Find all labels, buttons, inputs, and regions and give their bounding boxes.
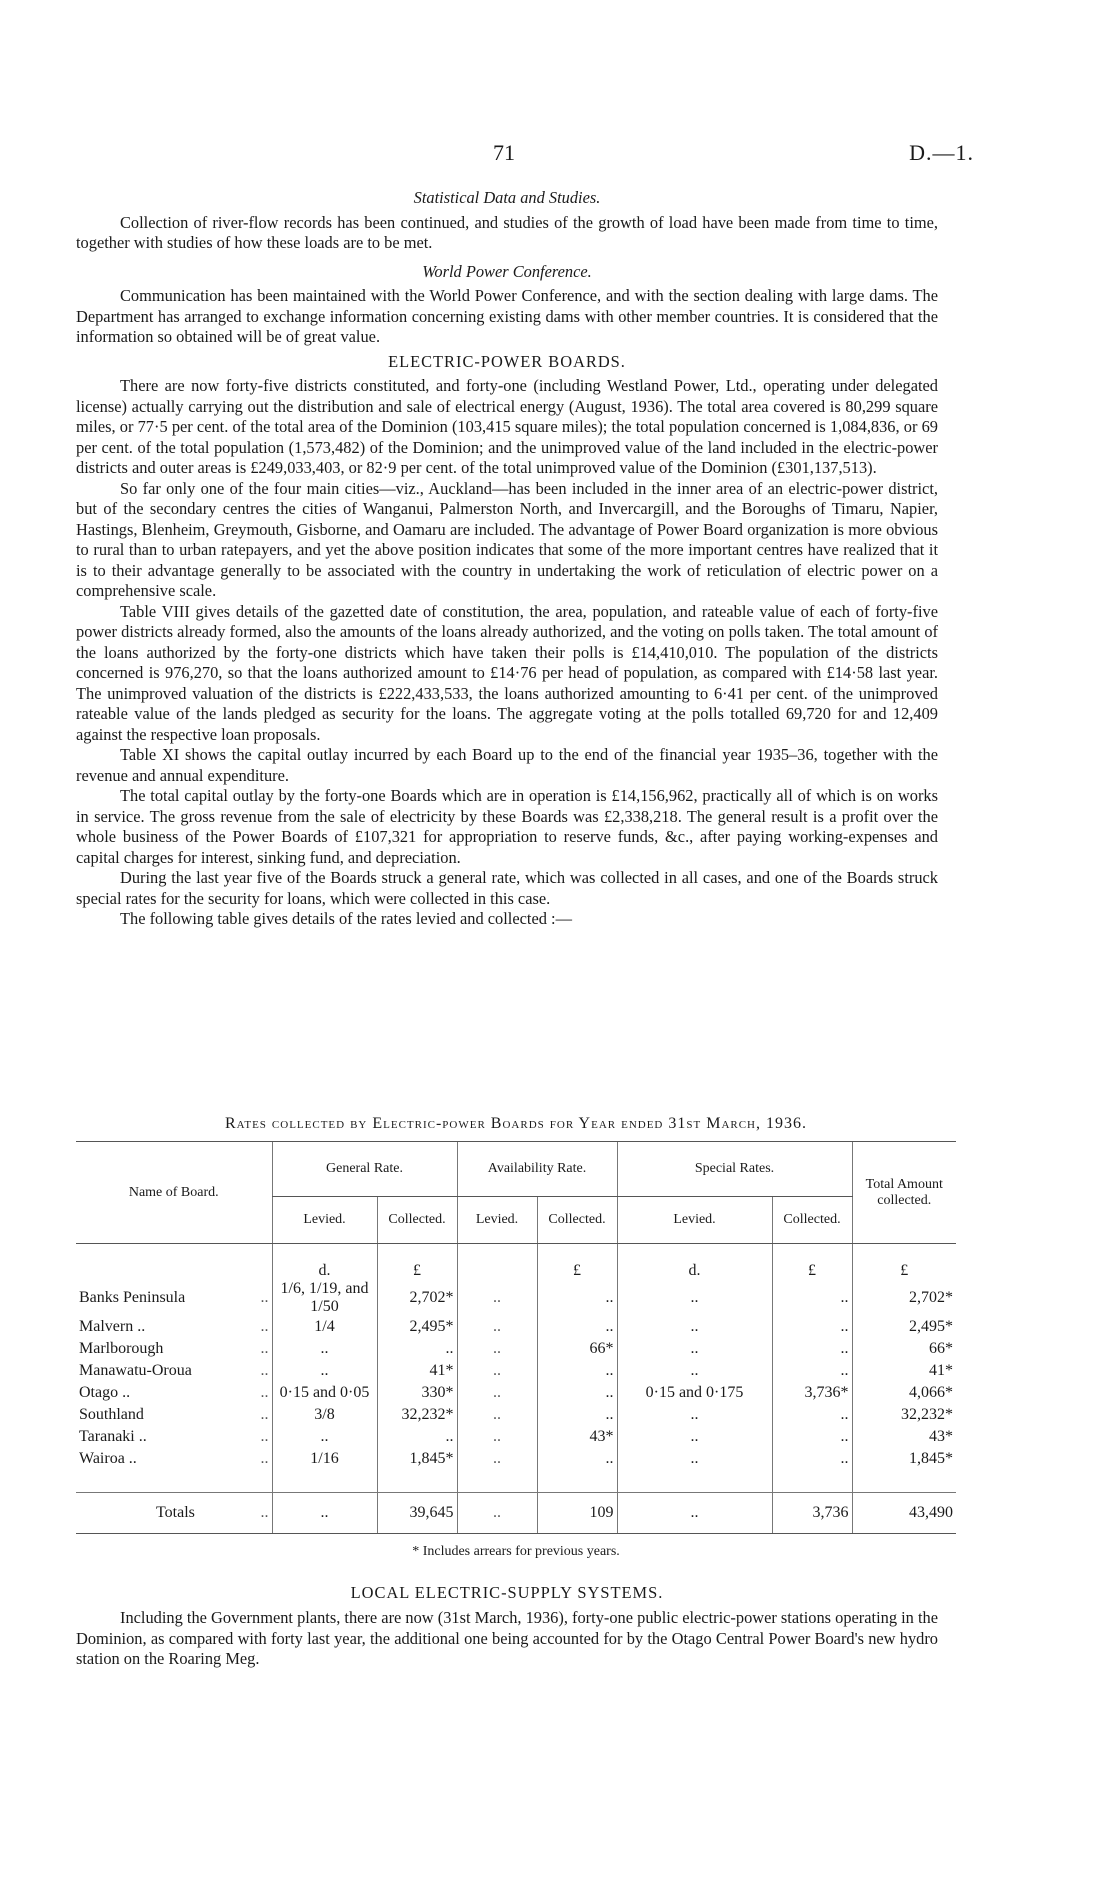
board-name: Otago ..	[79, 1384, 131, 1401]
availability-levied-cell: ..	[457, 1426, 537, 1448]
board-name-cell	[76, 1426, 272, 1448]
table-row	[76, 1382, 956, 1404]
general-collected-cell: 39,645	[377, 1493, 457, 1534]
table-row	[76, 1426, 956, 1448]
general-collected-cell: ..	[377, 1426, 457, 1448]
units-row	[76, 1244, 956, 1281]
special-collected-cell: ..	[772, 1338, 852, 1360]
header-collected: Collected.	[772, 1197, 852, 1244]
leader-dots: ..	[260, 1289, 269, 1306]
header-name-of-board: Name of Board.	[76, 1142, 272, 1244]
general-levied-cell: 1/4	[272, 1316, 377, 1338]
board-name-cell	[76, 1280, 272, 1316]
availability-collected-cell: ..	[537, 1404, 617, 1426]
special-levied-cell: 0·15 and 0·175	[617, 1382, 772, 1404]
local-supply-heading: LOCAL ELECTRIC-SUPPLY SYSTEMS.	[350, 1583, 664, 1602]
board-name-cell	[76, 1404, 272, 1426]
totals-label-cell	[76, 1493, 272, 1534]
leader-dots: ..	[260, 1362, 269, 1379]
world-power-paragraph: Communication has been maintained with the World Power Conference, and with the section dealing with large dams. The Department has arranged to exchange information concerning existing dams with other member countries. It is considered that the information so obtained will be of great value.	[76, 286, 938, 346]
board-name: Marlborough	[79, 1340, 164, 1357]
availability-collected-cell: 43*	[537, 1426, 617, 1448]
special-levied-cell: ..	[617, 1338, 772, 1360]
availability-collected-cell: ..	[537, 1360, 617, 1382]
table-footnote: * Includes arrears for previous years.	[412, 1544, 620, 1559]
statistical-heading: Statistical Data and Studies.	[413, 188, 601, 207]
statistical-paragraph: Collection of river-flow records has been continued, and studies of the growth of load have been made from time to time, together with studies of how these loads are to be met.	[76, 212, 938, 252]
table-row	[76, 1280, 956, 1316]
general-levied-cell: 0·15 and 0·05	[272, 1382, 377, 1404]
board-name: Wairoa ..	[79, 1450, 137, 1467]
header-levied: Levied.	[457, 1197, 537, 1244]
boards-paragraph: The following table gives details of the rates levied and collected :—	[120, 909, 572, 928]
total-collected-cell: 2,702*	[852, 1280, 956, 1316]
leader-dots: ..	[260, 1318, 269, 1335]
totals-row	[76, 1493, 956, 1534]
general-levied-cell: ..	[272, 1360, 377, 1382]
board-name: Southland	[79, 1406, 144, 1423]
header-general-rate: General Rate.	[272, 1142, 457, 1197]
availability-levied-cell: ..	[457, 1448, 537, 1470]
leader-dots: ..	[260, 1450, 269, 1467]
table-title: Rates collected by Electric-power Boards for Year ended 31st March, 1936.	[224, 1115, 808, 1132]
board-name: Taranaki ..	[79, 1428, 147, 1445]
availability-collected-cell: 66*	[537, 1338, 617, 1360]
availability-collected-cell: ..	[537, 1280, 617, 1316]
table-row	[76, 1316, 956, 1338]
special-collected-cell: ..	[772, 1404, 852, 1426]
rates-table	[76, 1141, 956, 1534]
general-levied-cell: ..	[272, 1426, 377, 1448]
unit-label: £	[377, 1244, 457, 1281]
header-levied: Levied.	[272, 1197, 377, 1244]
total-collected-cell: 43,490	[852, 1493, 956, 1534]
special-collected-cell: 3,736	[772, 1493, 852, 1534]
availability-levied-cell: ..	[457, 1404, 537, 1426]
total-collected-cell: 43*	[852, 1426, 956, 1448]
availability-levied-cell: ..	[457, 1493, 537, 1534]
table-row	[76, 1338, 956, 1360]
general-collected-cell: 1,845*	[377, 1448, 457, 1470]
leader-dots: ..	[260, 1428, 269, 1445]
world-power-heading: World Power Conference.	[422, 261, 592, 281]
board-name-cell	[76, 1338, 272, 1360]
unit-label: £	[772, 1244, 852, 1281]
page-number: 71	[493, 140, 515, 165]
totals-label: Totals	[156, 1504, 195, 1521]
special-levied-cell: ..	[617, 1426, 772, 1448]
table-row	[76, 1404, 956, 1426]
availability-collected-cell: ..	[537, 1316, 617, 1338]
boards-paragraph: So far only one of the four main cities—viz., Auckland—has been included in the inner area of an electric-power district, but of the secondary centres the cities of Wanganui, Palmerston North, and Invercargill, and the Boroughs of Timaru, Napier, Hastings, Blenheim, Greymouth, Gisborne, and Oamaru are included. The advantage of Power Board organization is more obvious to rural than to urban ratepayers, and yet the above position indicates that some of the more important centres have realized that it is to their advantage generally to be associated with the country in undertaking the work of reticulation of electric power on a comprehensive scale.	[76, 478, 938, 600]
unit-label: d.	[272, 1244, 377, 1281]
table-row	[76, 1360, 956, 1382]
availability-levied-cell: ..	[457, 1316, 537, 1338]
boards-paragraph: Table XI shows the capital outlay incurred by each Board up to the end of the financial year 1935–36, together with the revenue and annual expenditure.	[76, 745, 938, 785]
local-supply-text	[76, 1608, 938, 1670]
special-levied-cell: ..	[617, 1404, 772, 1426]
availability-collected-cell: ..	[537, 1448, 617, 1470]
special-collected-cell: ..	[772, 1426, 852, 1448]
unit-label: £	[537, 1244, 617, 1281]
board-name-cell	[76, 1360, 272, 1382]
general-collected-cell: 330*	[377, 1382, 457, 1404]
special-collected-cell: ..	[772, 1448, 852, 1470]
boards-paragraph: There are now forty-five districts constituted, and forty-one (including Westland Power, Ltd., operating under delegated license) actually carrying out the distribution and sale of electrical energy (August, 1936). The total area covered is 80,299 square miles, or 77·5 per cent. of the total area of the Dominion (103,415 square miles); the total population concerned is 1,084,836, or 69 per cent. of the total population (1,573,482) of the Dominion; and the unimproved value of the land included in the electric-power districts and outer areas is £249,033,403, or 82·9 per cent. of the total unimproved value of the Dominion (£301,137,513).	[76, 376, 938, 477]
unit-label: d.	[617, 1244, 772, 1281]
board-name: Banks Peninsula	[79, 1289, 186, 1306]
general-levied-cell: 1/6, 1/19, and 1/50	[272, 1280, 377, 1316]
total-collected-cell: 32,232*	[852, 1404, 956, 1426]
header-levied: Levied.	[617, 1197, 772, 1244]
leader-dots: ..	[260, 1406, 269, 1423]
general-collected-cell: 41*	[377, 1360, 457, 1382]
boards-paragraph: The total capital outlay by the forty-one Boards which are in operation is £14,156,962, practically all of which is on works in service. The gross revenue from the sale of electricity by these Boards was £2,338,218. The general result is a profit over the whole business of the Power Boards of £107,321 for appropriation to reserve funds, &c., after paying working-expenses and capital charges for interest, sinking fund, and depreciation.	[76, 786, 938, 867]
header-special-rates: Special Rates.	[617, 1142, 852, 1197]
header-collected: Collected.	[537, 1197, 617, 1244]
total-collected-cell: 66*	[852, 1338, 956, 1360]
total-collected-cell: 4,066*	[852, 1382, 956, 1404]
header-availability-rate: Availability Rate.	[457, 1142, 617, 1197]
special-levied-cell: ..	[617, 1493, 772, 1534]
availability-collected-cell: ..	[537, 1382, 617, 1404]
special-levied-cell: ..	[617, 1360, 772, 1382]
boards-paragraph: Table VIII gives details of the gazetted date of constitution, the area, population, and rateable value of each of forty-five power districts already formed, also the amounts of the loans already authorized, and the voting on polls taken. The total amount of the loans authorized by the forty-one districts which have taken their polls is £14,410,010. The population of the districts concerned is 976,270, so that the loans authorized amount to £14·76 per head of population, as compared with £14·58 last year. The unimproved valuation of the districts is £222,433,533, the loans authorized amounting to 6·41 per cent. of the unimproved rateable value of the lands pledged as security for the loans. The aggregate voting at the polls totalled 69,720 for and 12,409 against the respective loan proposals.	[76, 601, 938, 744]
header-total-collected: Total Amount collected.	[852, 1142, 956, 1244]
page-header	[0, 140, 1114, 170]
special-levied-cell: ..	[617, 1280, 772, 1316]
availability-levied-cell: ..	[457, 1382, 537, 1404]
availability-collected-cell: 109	[537, 1493, 617, 1534]
general-collected-cell: 2,495*	[377, 1316, 457, 1338]
leader-dots: ..	[260, 1384, 269, 1401]
special-collected-cell: 3,736*	[772, 1382, 852, 1404]
special-collected-cell: ..	[772, 1316, 852, 1338]
general-levied-cell: ..	[272, 1493, 377, 1534]
boards-heading: ELECTRIC-POWER BOARDS.	[388, 351, 626, 371]
table-row	[76, 1448, 956, 1470]
general-collected-cell: ..	[377, 1338, 457, 1360]
availability-levied-cell: ..	[457, 1338, 537, 1360]
special-collected-cell: ..	[772, 1360, 852, 1382]
board-name: Malvern ..	[79, 1318, 146, 1335]
document-reference: D.—1.	[909, 140, 974, 165]
general-collected-cell: 32,232*	[377, 1404, 457, 1426]
special-levied-cell: ..	[617, 1448, 772, 1470]
body-text	[76, 186, 938, 930]
general-levied-cell: 1/16	[272, 1448, 377, 1470]
boards-paragraph: During the last year five of the Boards struck a general rate, which was collected in all cases, and one of the Boards struck special rates for the security for loans, which were collected in this case.	[76, 868, 938, 908]
general-levied-cell: 3/8	[272, 1404, 377, 1426]
total-collected-cell: 2,495*	[852, 1316, 956, 1338]
leader-dots: ..	[260, 1504, 269, 1521]
header-collected: Collected.	[377, 1197, 457, 1244]
board-name: Manawatu-Oroua	[79, 1362, 192, 1379]
total-collected-cell: 1,845*	[852, 1448, 956, 1470]
board-name-cell	[76, 1382, 272, 1404]
board-name-cell	[76, 1448, 272, 1470]
general-collected-cell: 2,702*	[377, 1280, 457, 1316]
availability-levied-cell: ..	[457, 1360, 537, 1382]
unit-label: £	[852, 1244, 956, 1281]
rates-table-section	[76, 1115, 956, 1560]
availability-levied-cell: ..	[457, 1280, 537, 1316]
total-collected-cell: 41*	[852, 1360, 956, 1382]
board-name-cell	[76, 1316, 272, 1338]
leader-dots: ..	[260, 1340, 269, 1357]
local-supply-paragraph: Including the Government plants, there are now (31st March, 1936), forty-one public electric-power stations operating in the Dominion, as compared with forty last year, the additional one being accounted for by the Otago Central Power Board's new hydro station on the Roaring Meg.	[76, 1608, 938, 1668]
special-levied-cell: ..	[617, 1316, 772, 1338]
general-levied-cell: ..	[272, 1338, 377, 1360]
special-collected-cell: ..	[772, 1280, 852, 1316]
spacer-row	[76, 1470, 956, 1493]
